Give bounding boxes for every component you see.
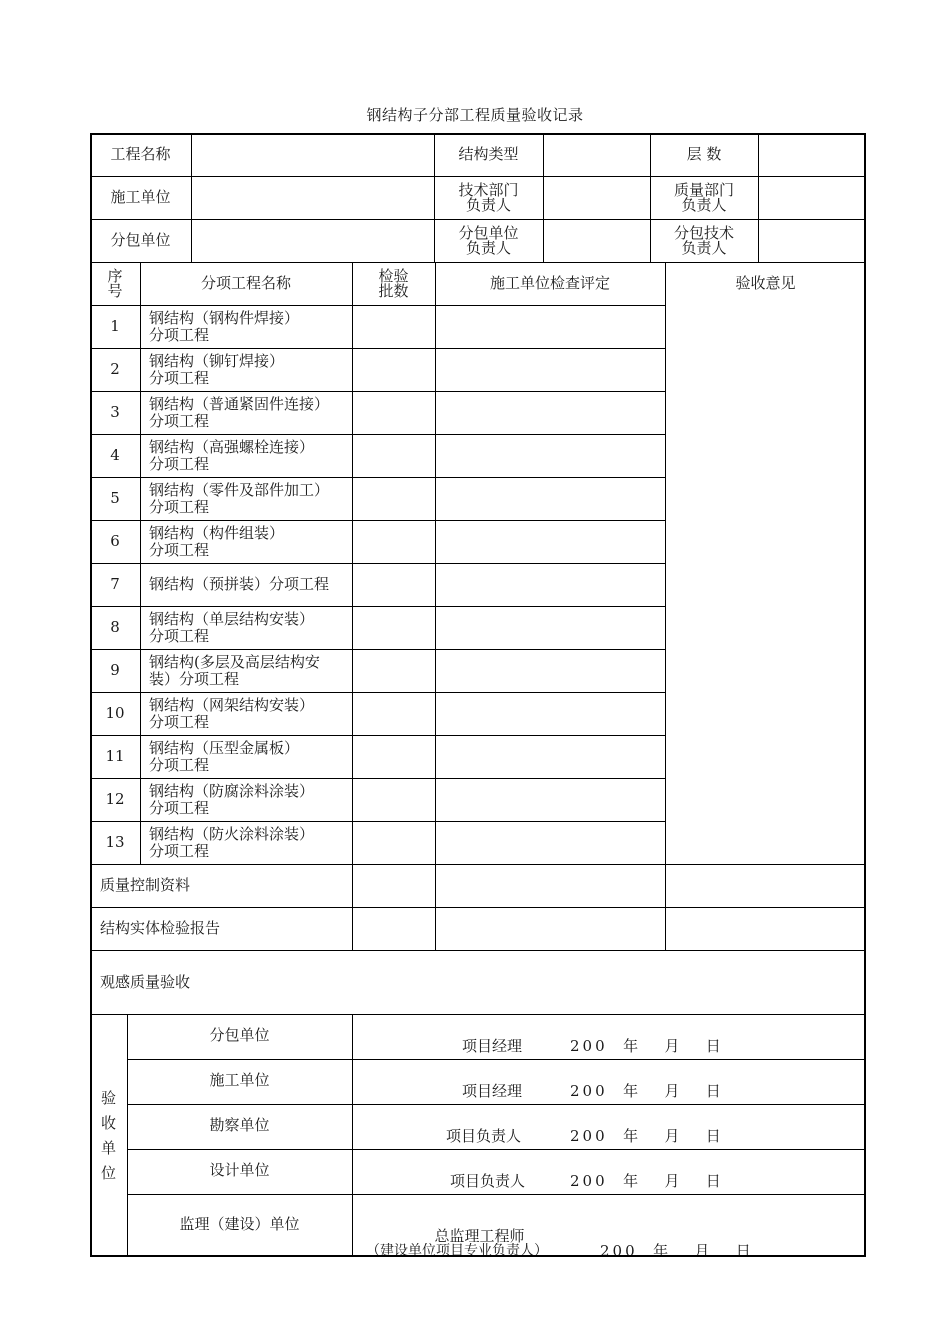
table-row-name <box>140 649 352 692</box>
subcontractor-field[interactable] <box>191 219 434 262</box>
supervision-role: 总监理工程师 <box>434 1226 525 1245</box>
table-row-name <box>140 391 352 434</box>
unit-date: 200 年 月 日 <box>570 1036 724 1055</box>
acceptance-unit-char: 单 <box>100 1138 116 1157</box>
row-name-line1: 钢结构(多层及高层结构安 <box>149 652 320 671</box>
unit-date: 200 年 月 日 <box>570 1126 724 1145</box>
unit-role: 项目负责人 <box>450 1171 526 1190</box>
row-name-line1: 钢结构（防火涂料涂装） <box>149 824 315 843</box>
row-name-line1: 钢结构（预拼装）分项工程 <box>149 575 330 593</box>
row-name-line1: 钢结构（钢构件焊接） <box>149 308 300 327</box>
quality-dept-field[interactable] <box>758 176 866 219</box>
floors-label: 层 数 <box>686 145 722 163</box>
unit-name-supervision: 监理（建设）单位 <box>179 1215 300 1233</box>
subcontractor-label: 分包单位 <box>110 231 171 249</box>
col-batches-line2: 批数 <box>378 281 409 300</box>
row-name-line2: 分项工程 <box>149 454 210 473</box>
row-name-line1: 钢结构（网架结构安装） <box>149 695 315 714</box>
row-name-line2: 分项工程 <box>149 712 210 731</box>
sub-tech-head-line2: 负责人 <box>681 238 727 257</box>
unit-role: 项目负责人 <box>446 1126 522 1145</box>
quality-docs-label: 质量控制资料 <box>100 876 191 894</box>
table-row-name <box>140 821 352 864</box>
row-name-line1: 钢结构（普通紧固件连接） <box>149 394 330 413</box>
table-row-name <box>140 735 352 778</box>
unit-name-construction: 施工单位 <box>209 1071 270 1089</box>
row-no: 12 <box>105 790 125 808</box>
unit-role: 项目经理 <box>462 1081 523 1100</box>
unit-name-design: 设计单位 <box>209 1161 270 1179</box>
entity-report-label: 结构实体检验报告 <box>100 919 221 937</box>
row-no: 5 <box>110 489 120 507</box>
col-opinion-header: 验收意见 <box>735 274 796 292</box>
col-batches-line1: 检验 <box>378 266 409 285</box>
row-name-line1: 钢结构（压型金属板） <box>149 738 300 757</box>
row-name-line2: 装）分项工程 <box>149 669 240 688</box>
sub-tech-head-label <box>650 219 758 262</box>
col-seq-line1: 序 <box>107 266 123 285</box>
col-name-header: 分项工程名称 <box>200 274 291 292</box>
construction-unit-label: 施工单位 <box>110 188 171 206</box>
table-row-name <box>140 434 352 477</box>
row-name-line2: 分项工程 <box>149 368 210 387</box>
acceptance-unit-char: 位 <box>100 1163 116 1182</box>
col-eval-header: 施工单位检查评定 <box>489 274 610 292</box>
row-name-line2: 分项工程 <box>149 325 210 344</box>
row-no: 3 <box>110 403 120 421</box>
acceptance-opinion-field[interactable] <box>665 305 866 864</box>
acceptance-unit-char: 验 <box>100 1088 116 1107</box>
page-title: 钢结构子分部工程质量验收记录 <box>366 106 584 124</box>
tech-dept-label-line1: 技术部门 <box>458 180 519 199</box>
row-no: 2 <box>110 360 120 378</box>
unit-role: 项目经理 <box>462 1036 523 1055</box>
row-no: 6 <box>110 532 120 550</box>
sub-unit-head-field[interactable] <box>543 219 650 262</box>
row-name-line1: 钢结构（构件组装） <box>149 523 285 542</box>
sub-tech-head-line1: 分包技术 <box>673 223 734 242</box>
row-name-line1: 钢结构（铆钉焊接） <box>149 351 285 370</box>
row-name-line2: 分项工程 <box>149 841 210 860</box>
row-name-line1: 钢结构（零件及部件加工） <box>149 480 330 499</box>
row-no: 9 <box>110 661 120 679</box>
col-batches-header <box>352 262 435 305</box>
row-no: 1 <box>110 317 120 335</box>
construction-unit-field[interactable] <box>191 176 434 219</box>
project-name-field[interactable] <box>191 133 434 176</box>
structure-type-field[interactable] <box>543 133 650 176</box>
col-seq-header <box>90 262 140 305</box>
tech-dept-label <box>434 176 543 219</box>
sub-tech-head-field[interactable] <box>758 219 866 262</box>
acceptance-unit-char: 收 <box>100 1113 116 1132</box>
sub-unit-head-label <box>434 219 543 262</box>
sub-unit-head-line1: 分包单位 <box>458 223 519 242</box>
quality-dept-label-line1: 质量部门 <box>673 180 734 199</box>
row-name-line2: 分项工程 <box>149 540 210 559</box>
row-no: 8 <box>110 618 120 636</box>
row-name-line1: 钢结构（高强螺栓连接） <box>149 437 315 456</box>
row-name-line2: 分项工程 <box>149 755 210 774</box>
tech-dept-field[interactable] <box>543 176 650 219</box>
appearance-field[interactable] <box>352 950 866 1014</box>
row-name-line1: 钢结构（单层结构安装） <box>149 609 315 628</box>
tech-dept-label-line2: 负责人 <box>465 195 511 214</box>
project-name-label: 工程名称 <box>110 145 171 163</box>
row-name-line2: 分项工程 <box>149 411 210 430</box>
unit-date: 200 年 月 日 <box>570 1081 724 1100</box>
unit-date: 200 年 月 日 <box>570 1171 724 1190</box>
sub-unit-head-line2: 负责人 <box>465 238 511 257</box>
row-name-line2: 分项工程 <box>149 798 210 817</box>
appearance-label: 观感质量验收 <box>100 972 191 991</box>
floors-field[interactable] <box>758 133 866 176</box>
quality-dept-label <box>650 176 758 219</box>
row-no: 13 <box>105 833 125 851</box>
table-row-name <box>140 477 352 520</box>
table-row-name <box>140 778 352 821</box>
acceptance-unit-label <box>90 1014 127 1257</box>
row-name-line2: 分项工程 <box>149 497 210 516</box>
table-row-name <box>140 563 352 606</box>
row-name-line2: 分项工程 <box>149 626 210 645</box>
unit-name-survey: 勘察单位 <box>209 1116 270 1134</box>
table-row-name <box>140 305 352 348</box>
supervision-date: 200 年 月 日 <box>600 1243 754 1257</box>
row-no: 10 <box>105 704 125 722</box>
table-row-name <box>140 606 352 649</box>
quality-dept-label-line2: 负责人 <box>681 195 727 214</box>
col-seq-line2: 号 <box>107 281 123 300</box>
table-row-name <box>140 520 352 563</box>
row-no: 7 <box>110 575 120 593</box>
row-no: 11 <box>105 747 125 765</box>
supervision-role-detail: （建设单位项目专业负责人） <box>366 1243 548 1257</box>
structure-type-label: 结构类型 <box>458 145 519 163</box>
row-name-line1: 钢结构（防腐涂料涂装） <box>149 781 315 800</box>
table-row-name <box>140 348 352 391</box>
acceptance-record-table <box>90 133 866 1257</box>
row-no: 4 <box>110 446 120 464</box>
table-row-name <box>140 692 352 735</box>
unit-name-subcontractor: 分包单位 <box>209 1026 270 1044</box>
